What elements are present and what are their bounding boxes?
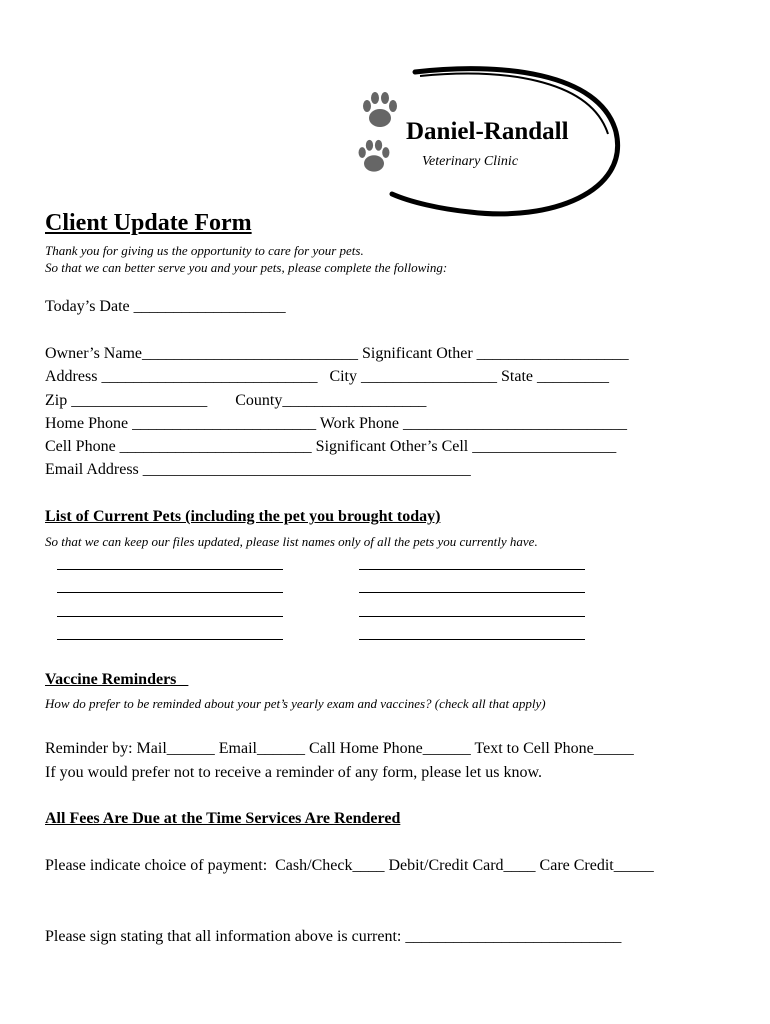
pet-name-line[interactable] xyxy=(359,639,585,640)
pets-note: So that we can keep our files updated, please list names only of all the pets you currently have. xyxy=(45,534,538,549)
email-row[interactable]: Email Address _________________________________________ xyxy=(45,461,471,478)
owner-name-row[interactable]: Owner’s Name___________________________ Significant Other ___________________ xyxy=(45,345,629,362)
reminder-options[interactable]: Reminder by: Mail______ Email______ Call Home Phone______ Text to Cell Phone_____ xyxy=(45,740,634,757)
cell-phone-row[interactable]: Cell Phone ________________________ Significant Other’s Cell __________________ xyxy=(45,438,617,455)
clinic-logo xyxy=(350,62,630,222)
signature-line[interactable]: Please sign stating that all information above is current: ___________________________ xyxy=(45,928,622,945)
pet-name-line[interactable] xyxy=(359,569,585,570)
pet-name-line[interactable] xyxy=(57,639,283,640)
payment-choice[interactable]: Please indicate choice of payment: Cash/Check____ Debit/Credit Card____ Care Credit_____ xyxy=(45,857,654,874)
paw-print-icon xyxy=(358,90,402,134)
address-row[interactable]: Address ___________________________ City _________________ State _________ xyxy=(45,368,609,385)
paw-print-icon xyxy=(354,138,394,178)
zip-county-row[interactable]: Zip _________________ County__________________ xyxy=(45,392,427,409)
pet-name-line[interactable] xyxy=(359,592,585,593)
vaccine-heading: Vaccine Reminders xyxy=(45,671,189,688)
todays-date-field[interactable]: Today’s Date ___________________ xyxy=(45,298,286,315)
form-title: Client Update Form xyxy=(45,210,252,236)
intro-line-1: Thank you for giving us the opportunity to care for your pets. xyxy=(45,243,364,258)
home-work-phone-row[interactable]: Home Phone _______________________ Work Phone ____________________________ xyxy=(45,415,627,432)
vaccine-note: How do prefer to be reminded about your pet’s yearly exam and vaccines? (check all that apply) xyxy=(45,696,546,711)
pet-name-line[interactable] xyxy=(57,592,283,593)
clinic-name: Daniel-Randall xyxy=(406,118,569,145)
fees-heading: All Fees Are Due at the Time Services Are Rendered xyxy=(45,810,401,827)
reminder-optout-text: If you would prefer not to receive a reminder of any form, please let us know. xyxy=(45,764,543,781)
pet-name-line[interactable] xyxy=(57,616,283,617)
pets-heading: List of Current Pets (including the pet you brought today) xyxy=(45,508,441,525)
clinic-subtitle: Veterinary Clinic xyxy=(422,154,519,169)
pet-name-line[interactable] xyxy=(57,569,283,570)
pet-name-line[interactable] xyxy=(359,616,585,617)
intro-line-2: So that we can better serve you and your pets, please complete the following: xyxy=(45,260,448,275)
